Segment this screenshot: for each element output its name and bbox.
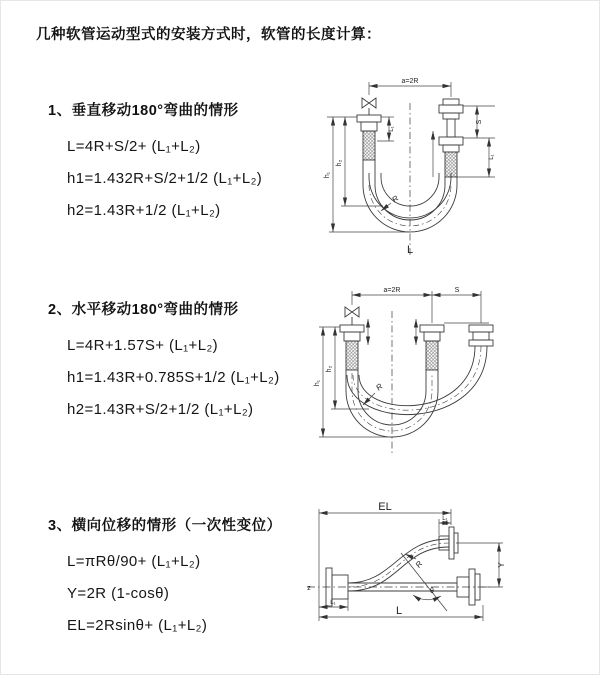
formula-line: h2=1.43R+1/2 (L₁+L₂) [67, 202, 221, 219]
section-heading: 1、垂直移动180°弯曲的情形 [48, 103, 239, 119]
dim-label-s: S [454, 287, 460, 294]
dim-label-a2r: a=2R [383, 287, 401, 294]
formula-line: h1=1.43R+0.785S+1/2 (L₁+L₂) [67, 369, 280, 386]
label-theta: θ [430, 588, 434, 595]
formula-line: EL=2Rsinθ+ (L₁+L₂) [67, 617, 208, 634]
dim-label-l1-top: L₁ [442, 515, 448, 522]
section-lateral-displacement [48, 514, 282, 642]
formula-line: L=4R+1.57S+ (L₁+L₂) [67, 337, 219, 354]
dim-label-s: S [476, 119, 483, 125]
label-z-mark: z [307, 585, 311, 592]
formula-line: Y=2R (1-cosθ) [67, 585, 170, 602]
section-heading: 2、水平移动180°弯曲的情形 [48, 302, 239, 318]
dim-label-l1-left: L₁ [388, 126, 395, 132]
section-horizontal-movement [48, 298, 280, 426]
label-length-l: L [406, 244, 414, 256]
diagram-horizontal-180-bend [309, 283, 597, 461]
dim-label-h1: h₁ [324, 171, 331, 179]
formula-line: L=πRθ/90+ (L₁+L₂) [67, 553, 201, 570]
dim-label-h2: h₂ [336, 159, 343, 167]
dim-label-l1-left: L₁ [330, 599, 336, 606]
label-radius-r: R [413, 559, 425, 570]
diagram-lateral-displacement [299, 499, 597, 664]
dim-label-y: Y [497, 562, 506, 568]
label-radius-r: R [390, 193, 401, 205]
formula-line: L=4R+S/2+ (L₁+L₂) [67, 138, 201, 155]
dim-label-h1: h₁ [314, 379, 321, 387]
dim-label-a2r: a=2R [401, 78, 419, 85]
dim-label-l1-right: L₁ [488, 154, 495, 160]
page-title: 几种软管运动型式的安装方式时，软管的长度计算： [36, 27, 381, 43]
section-vertical-movement [48, 99, 262, 227]
formula-line: h1=1.432R+S/2+1/2 (L₁+L₂) [67, 170, 263, 187]
label-radius-r: R [374, 381, 385, 393]
dim-label-el: EL [378, 501, 392, 513]
section-heading: 3、横向位移的情形（一次性变位） [48, 518, 282, 534]
formula-line: h2=1.43R+S/2+1/2 (L₁+L₂) [67, 401, 254, 418]
label-length-l: L [395, 605, 403, 617]
dim-label-h2: h₂ [326, 365, 333, 373]
diagram-vertical-180-bend [311, 73, 596, 265]
